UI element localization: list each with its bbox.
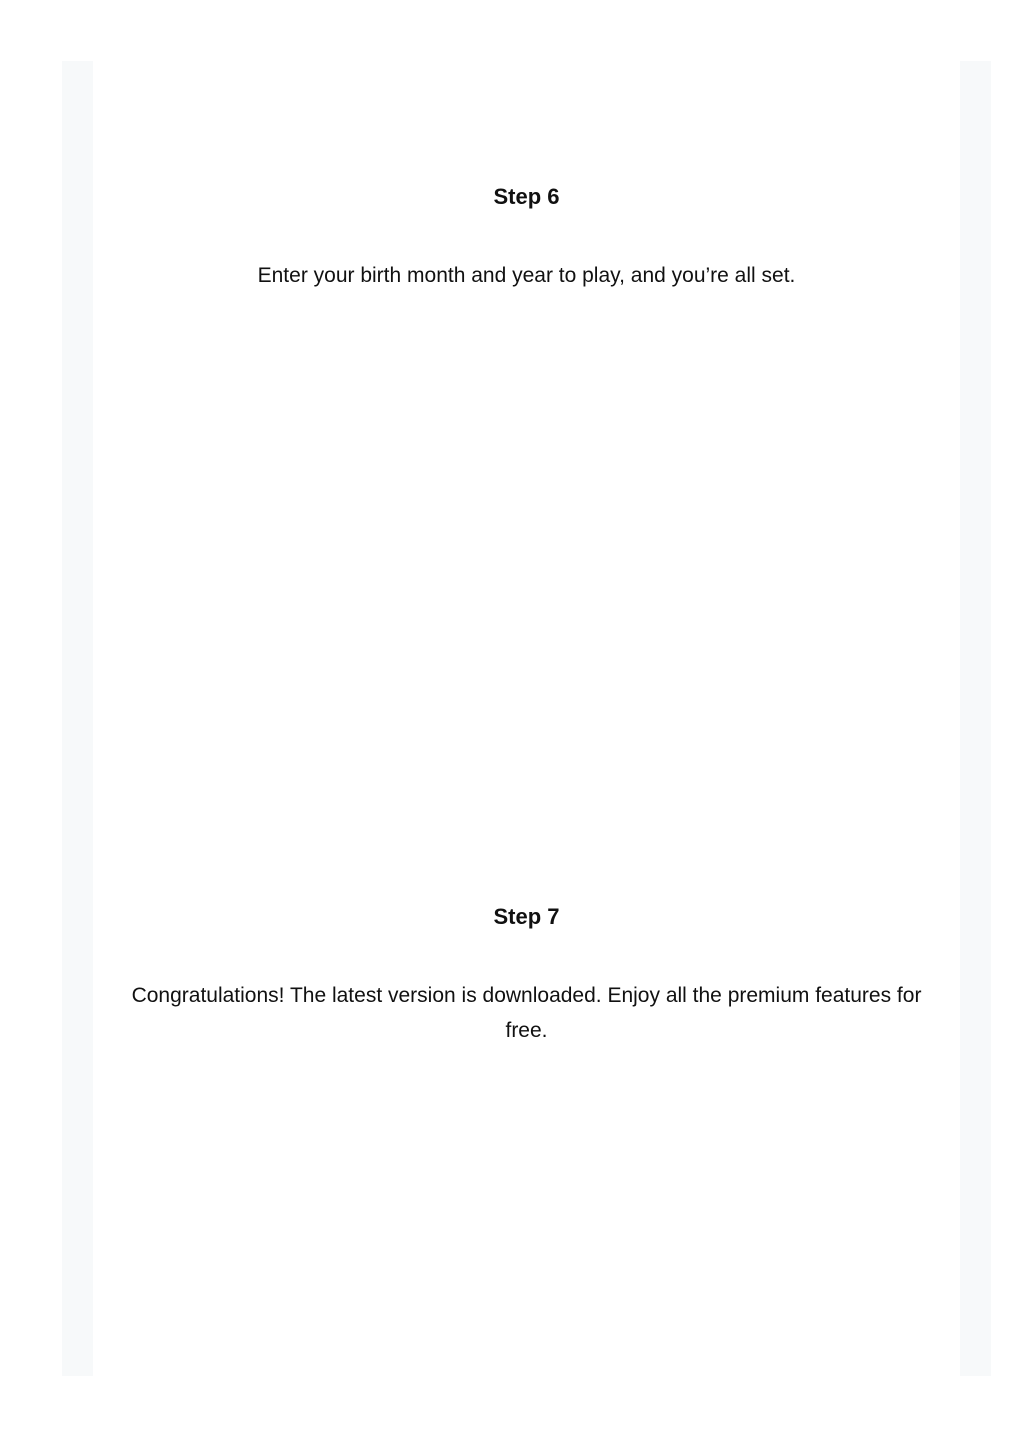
step-7-text: Congratulations! The latest version is downloaded. Enjoy all the premium features for free. <box>131 984 922 1042</box>
step-6-text: Enter your birth month and year to play, and you’re all set. <box>257 264 796 287</box>
right-margin-strip <box>960 61 991 1376</box>
step-6-title: Step 6 <box>493 184 560 209</box>
document-page <box>93 61 960 1376</box>
left-margin-strip <box>62 61 93 1376</box>
step-7-title: Step 7 <box>493 904 560 929</box>
